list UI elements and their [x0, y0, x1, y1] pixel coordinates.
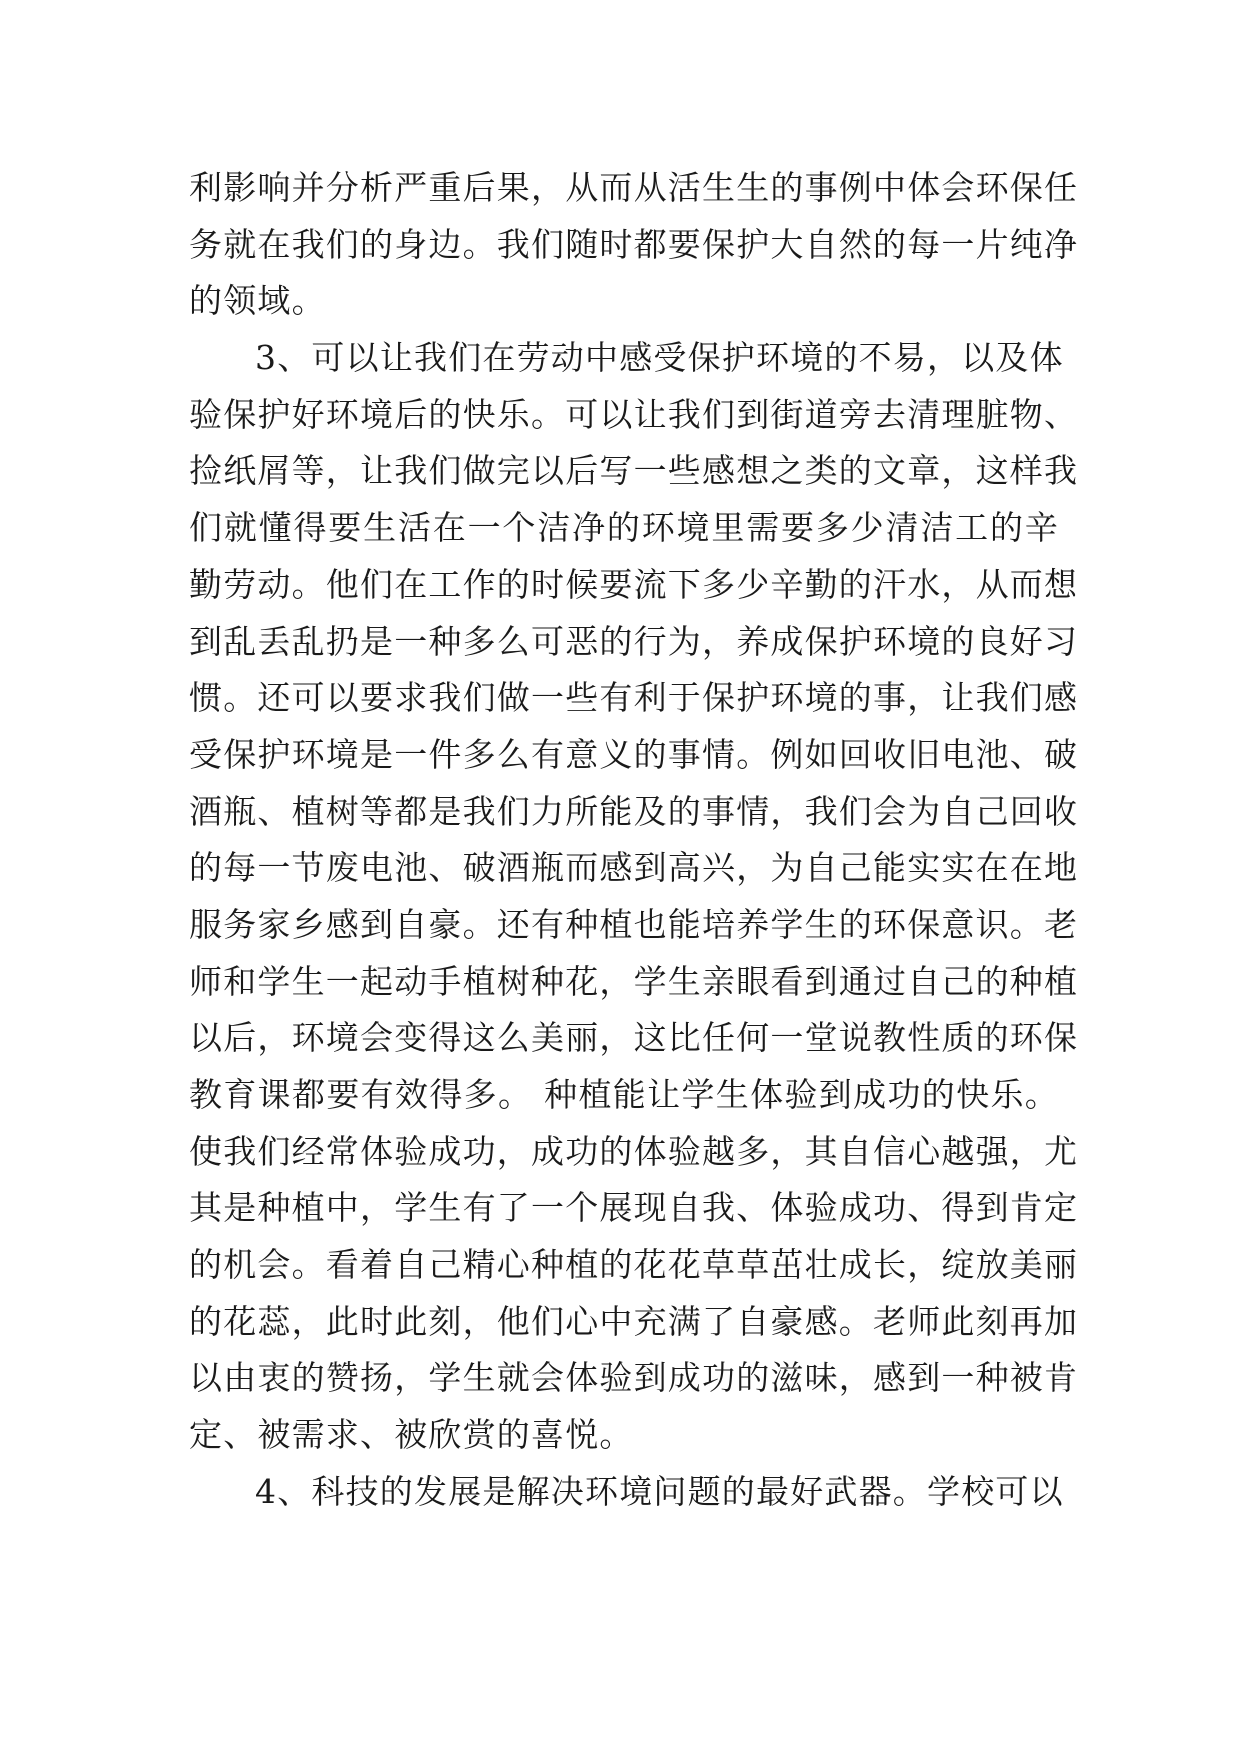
- text-line: 的每一节废电池、破酒瓶而感到高兴，为自己能实实在在地: [189, 848, 1079, 888]
- text-line: 4、科技的发展是解决环境问题的最好武器。学校可以: [255, 1471, 1064, 1511]
- text-line: 以后，环境会变得这么美丽，这比任何一堂说教性质的环保: [189, 1018, 1079, 1058]
- text-line: 服务家乡感到自豪。还有种植也能培养学生的环保意识。老: [189, 904, 1079, 944]
- text-line: 到乱丢乱扔是一种多么可恶的行为，养成保护环境的良好习: [189, 621, 1079, 661]
- text-line: 利影响并分析严重后果，从而从活生生的事例中体会环保任: [189, 168, 1079, 207]
- text-line: 的机会。看着自己精心种植的花花草草茁壮成长，绽放美丽: [189, 1245, 1079, 1285]
- text-line: 酒瓶、植树等都是我们力所能及的事情，我们会为自己回收: [189, 791, 1079, 831]
- text-line: 使我们经常体验成功，成功的体验越多，其自信心越强，尤: [189, 1131, 1079, 1171]
- text-line: 教育课都要有效得多。 种植能让学生体验到成功的快乐。: [189, 1075, 1059, 1114]
- text-line: 勤劳动。他们在工作的时候要流下多少辛勤的汗水，从而想: [189, 564, 1079, 604]
- body-text: [189, 160, 1079, 1521]
- text-line: 务就在我们的身边。我们随时都要保护大自然的每一片纯净: [189, 224, 1079, 264]
- text-line: 惯。还可以要求我们做一些有利于保护环境的事，让我们感: [189, 678, 1079, 718]
- text-line: 的领域。: [189, 281, 326, 321]
- text-line: 们就懂得要生活在一个洁净的环境里需要多少清洁工的辛: [189, 508, 1059, 548]
- text-line: 验保护好环境后的快乐。可以让我们到街道旁去清理脏物、: [189, 394, 1079, 434]
- text-line: 以由衷的赞扬，学生就会体验到成功的滋味，感到一种被肯: [189, 1358, 1079, 1398]
- text-line: 捡纸屑等，让我们做完以后写一些感想之类的文章，这样我: [189, 451, 1079, 491]
- text-line: 的花蕊，此时此刻，他们心中充满了自豪感。老师此刻再加: [189, 1301, 1079, 1341]
- text-line: 其是种植中，学生有了一个展现自我、体验成功、得到肯定: [189, 1188, 1079, 1228]
- text-line: 3、可以让我们在劳动中感受保护环境的不易，以及体: [255, 338, 1064, 378]
- text-line: 定、被需求、被欣赏的喜悦。: [189, 1415, 634, 1455]
- text-line: 师和学生一起动手植树种花，学生亲眼看到通过自己的种植: [189, 961, 1079, 1001]
- text-line: 受保护环境是一件多么有意义的事情。例如回收旧电池、破: [189, 734, 1079, 774]
